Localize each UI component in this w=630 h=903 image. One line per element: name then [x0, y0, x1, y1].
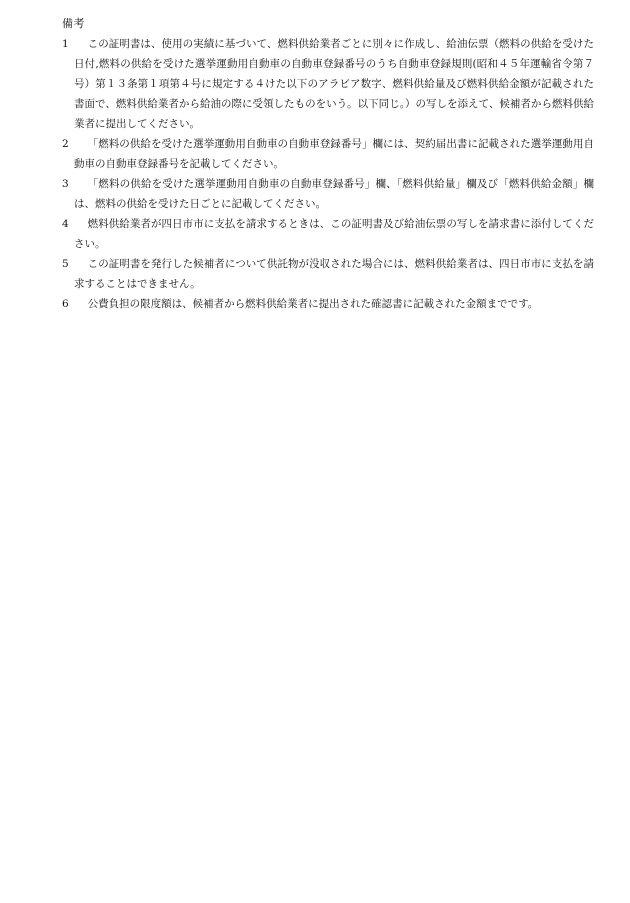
note-number: 1: [62, 38, 69, 50]
note-item-1: [62, 34, 594, 134]
note-item-4: [62, 214, 594, 254]
note-text: 「燃料の供給を受けた選挙運動用自動車の自動車登録番号」欄、「燃料供給量」欄及び「燃料供給金額」欄は、燃料の供給を受けた日ごとに記載してください。: [74, 178, 594, 210]
note-item-3: [62, 174, 594, 214]
note-number: 6: [62, 298, 69, 310]
note-text: 公費負担の限度額は、候補者から燃料供給業者に提出された確認書に記載された金額までです。: [87, 298, 539, 310]
note-text: この証明書を発行した候補者について供託物が没収された場合には、燃料供給業者は、四日市市に支払を請求することはできません。: [74, 258, 594, 290]
note-text: この証明書は、使用の実績に基づいて、燃料供給業者ごとに別々に作成し、給油伝票（燃料の供給を受けた日付,燃料の供給を受けた選挙運動用自動車の自動車登録番号のうち自動車登録規則(昭和４５年運輸省令第７号）第１３条第１項第４号に規定する４けた以下のアラビア数字、燃料供給量及び燃料供給金額が記載された書面で、燃料供給業者から給油の際に受領したものをいう。以下同じ。）の写しを添えて、候補者から燃料供給業者に提出してください。: [74, 38, 594, 130]
note-item-6: [62, 294, 594, 314]
notes-list: [62, 34, 594, 314]
note-number: 4: [62, 218, 69, 230]
note-item-2: [62, 134, 594, 174]
note-text: 燃料供給業者が四日市市に支払を請求するときは、この証明書及び給油伝票の写しを請求書に添付してください。: [74, 218, 594, 250]
note-number: 5: [62, 258, 69, 270]
note-number: 3: [62, 178, 69, 190]
note-text: 「燃料の供給を受けた選挙運動用自動車の自動車登録番号」欄には、契約届出書に記載された選挙運動用自動車の自動車登録番号を記載してください。: [74, 138, 594, 170]
note-item-5: [62, 254, 594, 294]
note-number: 2: [62, 138, 69, 150]
notes-heading: 備考: [62, 17, 85, 30]
